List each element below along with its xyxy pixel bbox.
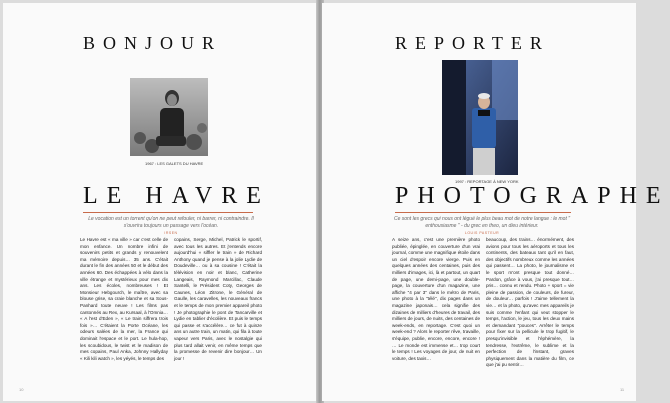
new-york-photo bbox=[442, 60, 518, 175]
left-page bbox=[3, 3, 319, 401]
right-title-rule bbox=[395, 212, 571, 213]
right-page bbox=[322, 3, 670, 401]
left-page-number: 10 bbox=[19, 387, 24, 392]
right-photo-caption: 1997 : REPORTAGE À NEW YORK bbox=[455, 179, 519, 184]
right-text-column-2 bbox=[486, 237, 574, 377]
havre-photo bbox=[130, 78, 208, 156]
left-title-rule bbox=[83, 212, 253, 213]
left-text-column-1 bbox=[80, 237, 168, 377]
left-quote-credit: IRSEN bbox=[164, 231, 178, 235]
left-photo-caption: 1967 : LES GALETS DU HAVRE bbox=[145, 161, 204, 166]
right-lead-quote: Ce sont les grecs qui nous ont légué le plus beau mot de notre langue : le mot " enthousiasme " - du grec en theo, un dieu intérieur. bbox=[393, 216, 571, 229]
right-column-2-text: beaucoup, des trains… énormément, des avions pour tous les aéroports et tous les continents, des bateaux tant qu'il en faut, des objectifs nombreux comme les années qui passent… La photo, le journalisme et le sport m'ont presque tout donné… Pardon, grâce à vous, j'ai presque tout… pris… connu et rendu. Photo + sport = vie pleine de passion, de couleurs, de fureur, de douleur… parfois ! J'aime tellement la vie… et la photo, qu'avec mes appareils je suis comme l'enfant qui veut stopper le temps, l'action, le jeu, tous les deux mains et demandant "pouces". Arrêter le temps pour fixer sur la pellicule le trop fugitif, le presqu'invisible et l'éphémère, la tendresse, l'extrême, le sublime et la perfection de l'instant, graves physiquement dans la matière du film, ce que j'ai pu sentir… bbox=[486, 237, 574, 368]
right-text-column-1 bbox=[392, 237, 480, 377]
right-title: PHOTOGRAPHE bbox=[395, 183, 670, 209]
right-page-number: 11 bbox=[620, 387, 625, 392]
left-text-column-2 bbox=[174, 237, 262, 377]
right-header: REPORTER bbox=[395, 33, 550, 53]
right-column-1-text: A seize ans, c'est une première photo publiée, épinglée, en couverture d'un vrai journal, comme une magnifique étoile dans un ciel d'espoir encore vierge. Puis en quelques années des centaines, puis des milliers d'images, ici, là et partout, un quart de page, une demi-page, une double-page, la couverture d'un magazine, une affiche "4 par 3" dans le métro de Paris, une photo à la "télé", dix pages dans un magazine japonais… cela signifie des dizaines de milliers d'heures de travail, des milliers de jours, de nuits, des centaines de week-ends, en reportage. C'est quoi un week-end ? Alors le reporter rêve, travaille, s'équipe, publie, encore, encore, encore ! … Le monde est immense et… trop court le temps ! Les voyages de jour, de nuit en voiture, des taxis… bbox=[392, 237, 480, 361]
right-quote-credit: LOUIS PASTEUR bbox=[464, 231, 500, 235]
left-lead-quote: Le vocation est un torrent qu'on ne peut refouler, ni barrer, ni contraindre. Il s'ouvrira toujours un passage vers l'océan. bbox=[88, 216, 254, 229]
left-header: BONJOUR bbox=[83, 33, 223, 53]
left-column-2-text: copains, Serge, Michel, Patrick le sportif, avec tous les autres. Et j'entends encore aujourd'hui « siffler le train » de Richard Anthony quand je pense à la jolie Lydie de Doudeville… ou à sa cousine ! C'était la télévision en noir et blanc, Catherine Langeais, Raymond Marcillac, Claude Santelli, le Président Coty, Georges de Caunes, Léon Zitrone, le Général de Gaulle, les caravelles, les nouveaux francs et le temps de mon premier appareil photo ! Je photographie le pont de Tancarville et Lydie en tablier d'écolière. Et puis le temps qui passe et s'accélère… ce fut à quinze ans un autre train, un matin, qui fila à toute vapeur vers Paris, avec le nostalgie qui plus tard allait venir, en même temps que la promesse de revenir dire bonjour… Un jour ! bbox=[174, 237, 262, 361]
left-column-1-text: Le Havre est « ma ville » car c'est celle de mon enfance. Un nombre infini de souvenirs petits et grands y renouvelent ma mémoire depuis… 35 ans. C'était durant le fin des années 50 et le début des années 60. Des échappées à vélo dans la ville étrange et mystérieux pour mes dix ans. Les écoles, nombreuses ! Et Monsieur Hebgourch, le maître, avec sa blouse grise, sa craie blanche et sa Sous-Panhard toute neuve ! Les films pas cantonnés au Rex, au Kursaal, à l'Omnia… « A l'est d'Eden », « Le train siffrera trois fois »… C'étaient la Porte Océane, les odeurs salées de la mer, la France qui dominait l'espace et le port. Le hula-hop, les scoubidous, le twist et le madison de mes copains, Paul Anka, Johnny Hallyday « Kili kili watch », les yéyés, le temps des bbox=[80, 237, 168, 361]
left-title: LE HAVRE bbox=[83, 183, 270, 209]
